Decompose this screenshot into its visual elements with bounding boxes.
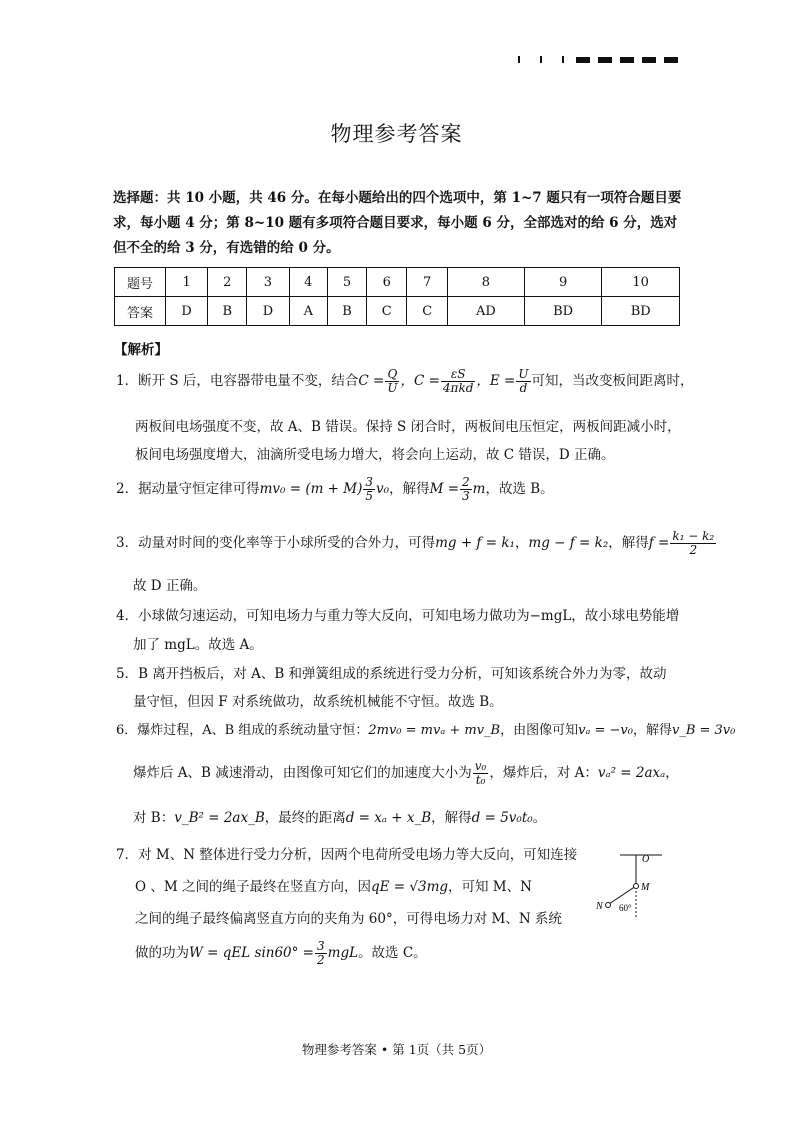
label-m: M [641, 882, 650, 893]
table-cell: AD [447, 297, 524, 326]
denominator: t₀ [475, 773, 486, 787]
denominator: U [387, 381, 398, 395]
fraction [670, 530, 716, 557]
registration-marks [518, 56, 688, 64]
q6-line1 [116, 719, 735, 738]
q7-line2 [135, 875, 532, 895]
table-cell: D [247, 297, 289, 326]
numerator: U [518, 367, 529, 381]
fraction [460, 476, 472, 503]
denominator: 2 [689, 543, 698, 557]
q1-text: 1．断开 S 后，电容器带电量不变，结合 [116, 373, 359, 389]
mark-block [664, 57, 678, 63]
numerator: 2 [462, 475, 470, 489]
row-header-number: 题号 [115, 268, 166, 297]
q6-text: 爆炸后 A、B 减速滑动，由图像可知它们的加速度大小为 [133, 765, 472, 781]
table-cell: 7 [407, 268, 447, 297]
q2-formula: m [472, 481, 486, 497]
denominator: 2 [317, 953, 325, 967]
table-cell: 3 [247, 268, 289, 297]
q6-text: ，由图像可知 [500, 723, 579, 738]
table-cell: 9 [524, 268, 602, 297]
rope-mn [609, 886, 636, 904]
numerator: k₁ − k₂ [672, 529, 715, 543]
table-cell: 10 [602, 268, 680, 297]
q7-formula: W = qEL sin60° = [189, 945, 314, 961]
table-cell: 1 [166, 268, 208, 297]
table-row [115, 297, 680, 326]
q1-formula: ，C = [400, 373, 440, 389]
q5-line1: 5．B 离开挡板后，对 A、B 和弹簧组成的系统进行受力分析，可知该系统合外力为零，故动 [116, 666, 667, 682]
pendulum-diagram [596, 850, 666, 920]
q2-formula: M = [429, 481, 460, 497]
q7-text: 做的功为 [135, 945, 189, 961]
table-cell: A [289, 297, 327, 326]
fraction [363, 476, 375, 503]
q6-formula: v_B = 3v₀ [671, 723, 736, 738]
q1-formula: ，E = [476, 373, 516, 389]
mark-tick [518, 56, 520, 63]
intro-line: 选择题：共 10 小题，共 46 分。在每小题给出的四个选项中，第 1~7 题只有一项符合题目要 [113, 190, 682, 206]
q3-text: ， [514, 535, 529, 551]
row-header-answer: 答案 [115, 297, 166, 326]
table-cell: 4 [289, 268, 327, 297]
table-cell: BD [524, 297, 602, 326]
q7-line1: 7．对 M、N 整体进行受力分析，因两个电荷所受电场力等大反向，可知连接 [116, 847, 578, 863]
analysis-heading: 【解析】 [114, 342, 168, 358]
q3-formula: f = [648, 535, 670, 551]
table-cell: 6 [366, 268, 406, 297]
q1-line3: 板间电场强度增大，油滴所受电场力增大，将会向上运动，故 C 错误，D 正确。 [135, 447, 615, 463]
q4-line2: 加了 mgL。故选 A。 [133, 637, 263, 653]
table-cell: 8 [447, 268, 524, 297]
q6-text: ，解得 [632, 723, 672, 738]
q3-line1 [116, 530, 717, 557]
q6-formula: vₐ² = 2axₐ [597, 765, 666, 781]
q1-formula: C = [358, 373, 385, 389]
q3-line2: 故 D 正确。 [133, 578, 207, 594]
fraction [441, 368, 475, 395]
mark-tick [562, 56, 564, 63]
numerator: εS [441, 368, 475, 382]
fraction [473, 760, 489, 787]
q1-line2: 两板间电场强度不变，故 A、B 错误。保持 S 闭合时，两板间电压恒定，两板间距减小时， [135, 419, 681, 435]
q6-text: 对 B： [133, 810, 175, 826]
q7-text: ，可知 M、N [448, 879, 532, 895]
mark-block [642, 57, 656, 63]
q3-formula: mg − f = k₂ [528, 535, 609, 551]
ball-n [606, 903, 611, 908]
numerator: Q [385, 368, 399, 382]
q6-formula: v_B² = 2ax_B [174, 810, 265, 826]
q7-line3: 之间的绳子最终偏离竖直方向的夹角为 60°，可得电场力对 M、N 系统 [135, 911, 562, 927]
fraction [385, 368, 399, 395]
q3-formula: mg + f = k₁ [435, 535, 515, 551]
denominator: 4πkd [442, 381, 474, 395]
q3-text: ，解得 [608, 535, 649, 551]
q6-line3 [133, 806, 546, 826]
intro-line: 求，每小题 4 分；第 8~10 题有多项符合题目要求，每小题 6 分，全部选对的给 6 分，选对 [113, 215, 678, 231]
q1-line1 [116, 368, 694, 395]
q1-text: 可知，当改变板间距离时， [531, 373, 694, 389]
table-cell: C [407, 297, 447, 326]
fraction [315, 940, 327, 967]
numerator: v₀ [474, 759, 487, 773]
q3-text: 3．动量对时间的变化率等于小球所受的合外力，可得 [116, 535, 436, 551]
q4-line1: 4．小球做匀速运动，可知电场力与重力等大反向，可知电场力做功为−mgL，故小球电势能增 [116, 608, 680, 624]
table-cell: BD [602, 297, 680, 326]
mark-block [620, 57, 634, 63]
label-n: N [596, 901, 603, 912]
table-cell: B [327, 297, 366, 326]
table-cell: 5 [327, 268, 366, 297]
q6-formula: vₐ = −v₀ [578, 723, 633, 738]
intro-line: 但不全的给 3 分，有选错的给 0 分。 [113, 240, 340, 256]
label-o: O [642, 854, 650, 865]
mark-block [576, 57, 590, 63]
q6-text: 6．爆炸过程，A、B 组成的系统动量守恒： [116, 723, 369, 738]
denominator: d [519, 381, 528, 395]
q6-formula: d = 5v₀t₀ [471, 810, 533, 826]
answer-table [114, 267, 680, 326]
q2-formula: mv₀ = (m + M) [259, 481, 363, 497]
q6-text: 。 [532, 810, 547, 826]
q7-formula: qE = √3mg [370, 879, 449, 895]
table-cell: D [166, 297, 208, 326]
table-cell: B [208, 297, 247, 326]
fraction [516, 368, 530, 395]
q2-formula: v₀ [376, 481, 390, 497]
numerator: 3 [317, 939, 325, 953]
mark-block [598, 57, 612, 63]
table-cell: C [366, 297, 406, 326]
q2-text: 2．据动量守恒定律可得 [116, 481, 260, 497]
q6-formula: 2mv₀ = mvₐ + mv_B [368, 723, 501, 738]
q7-line4 [135, 940, 427, 967]
page-footer: 物理参考答案 • 第 1页（共 5页） [301, 1042, 492, 1057]
q7-text: O 、M 之间的绳子最终在竖直方向，因 [135, 879, 371, 895]
angle-label: 60° [619, 903, 632, 913]
q2-line [116, 476, 554, 503]
ball-m [634, 884, 639, 889]
q7-formula: mgL [327, 945, 359, 961]
mark-tick [540, 56, 542, 63]
q7-text: 。故选 C。 [358, 945, 427, 961]
denominator: 3 [462, 489, 470, 503]
table-cell: 2 [208, 268, 247, 297]
q6-text: ， [665, 765, 679, 781]
q5-line2: 量守恒，但因 F 对系统做功，故系统机械能不守恒。故选 B。 [133, 694, 503, 710]
q2-text: ，解得 [389, 481, 430, 497]
q6-text: ，爆炸后，对 A： [489, 765, 598, 781]
q6-text: ，解得 [431, 810, 472, 826]
q6-line2 [133, 760, 679, 787]
table-row [115, 268, 680, 297]
page-title: 物理参考答案 [330, 122, 463, 146]
q6-formula: d = xₐ + x_B [345, 810, 432, 826]
numerator: 3 [365, 475, 374, 489]
denominator: 5 [365, 489, 374, 503]
q2-text: ，故选 B。 [485, 481, 554, 497]
q6-text: ，最终的距离 [264, 810, 346, 826]
intro-paragraph [113, 186, 683, 261]
